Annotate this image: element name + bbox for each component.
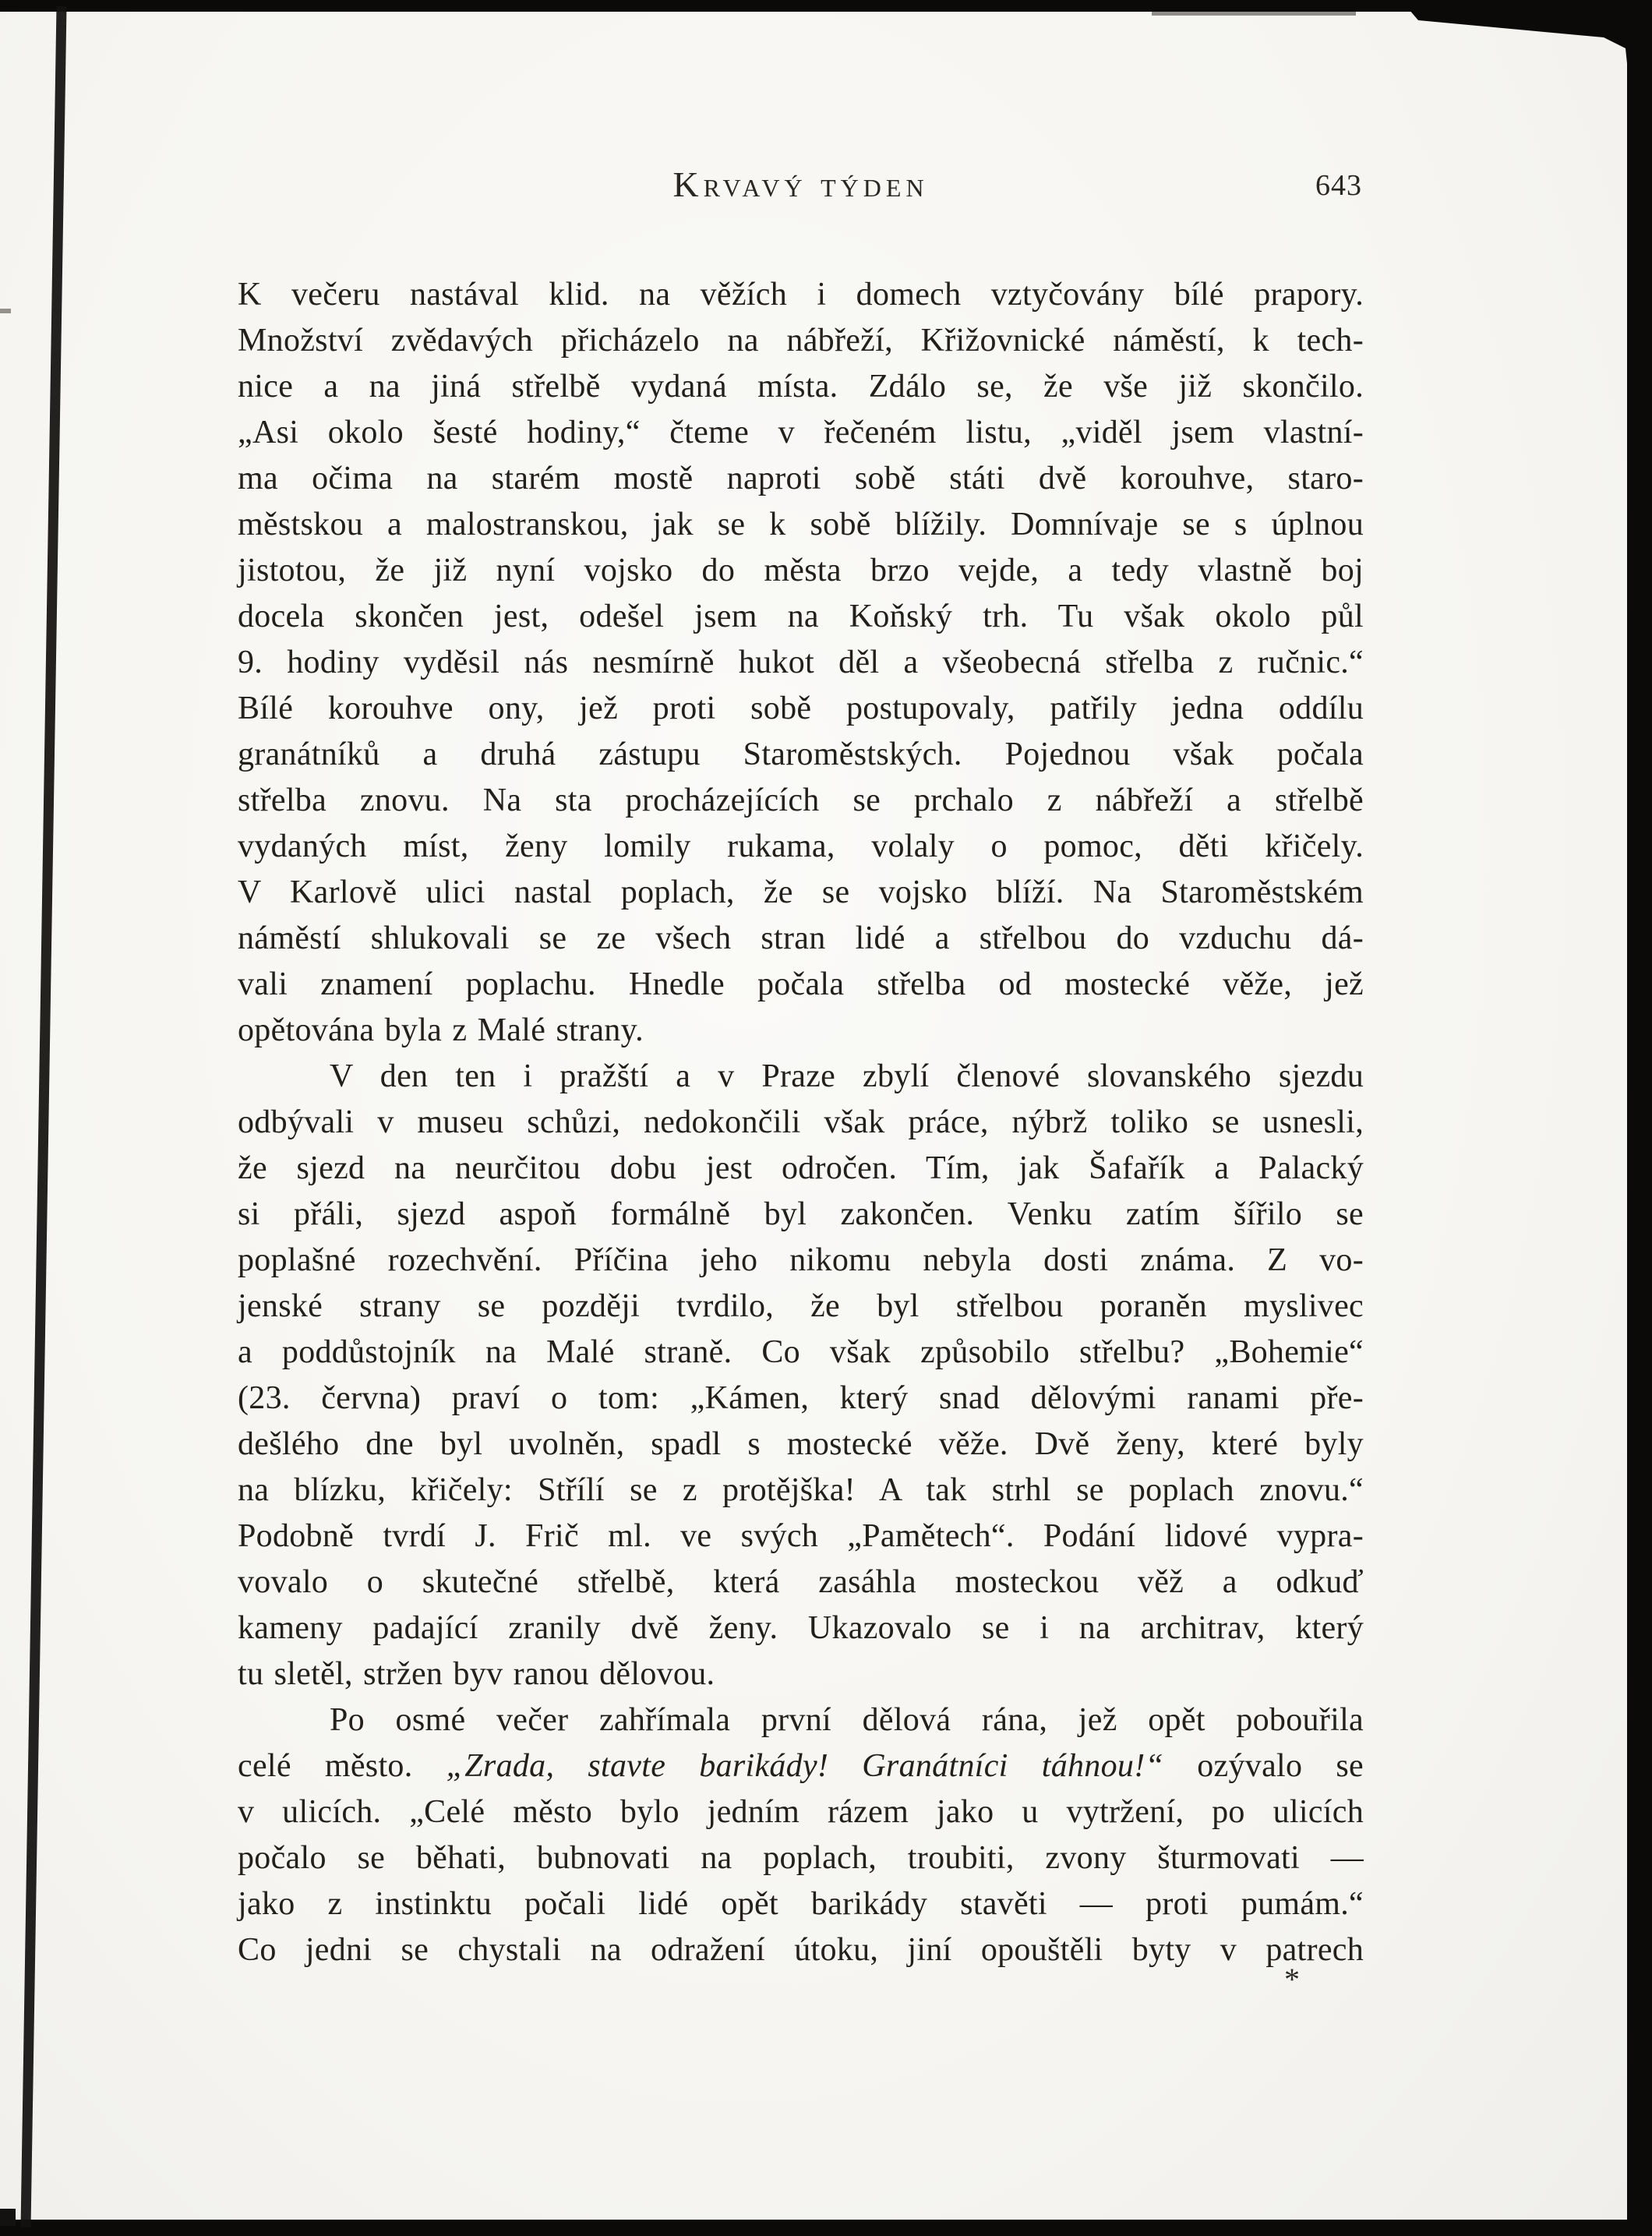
paragraph <box>238 1697 1364 1973</box>
text-segment: ozývalo se <box>1163 1748 1364 1784</box>
footnote-asterisk: * <box>1284 1962 1300 1997</box>
text-line: Podobně tvrdí J. Frič ml. ve svých „Pamětech“. Podání lidové vypra- <box>238 1518 1364 1554</box>
text-line: střelba znovu. Na sta procházejících se prchalo z nábřeží a střelbě <box>238 782 1364 818</box>
scan-line-top-right <box>1152 12 1356 16</box>
text-line: nice a na jiná střelbě vydaná místa. Zdálo se, že vše již skončilo. <box>238 369 1364 404</box>
text-line: odbývali v museu schůzi, nedokončili však práce, nýbrž toliko se usnesli, <box>238 1104 1364 1140</box>
text-line: opětována byla z Malé strany. <box>238 1012 644 1048</box>
text-line: poplašné rozechvění. Příčina jeho nikomu nebyla dosti známa. Z vo- <box>238 1242 1364 1278</box>
scan-corner-top-right <box>1409 0 1652 117</box>
text-line: vovalo o skutečné střelbě, která zasáhla mosteckou věž a odkuď <box>238 1564 1364 1600</box>
page-number: 643 <box>1315 169 1362 202</box>
scan-nub-bottom-left <box>0 2209 16 2226</box>
text-line <box>238 1743 1364 1789</box>
text-line: si přáli, sjezd aspoň formálně byl zakončen. Venku zatím šířilo se <box>238 1196 1364 1232</box>
paragraph <box>238 1054 1364 1697</box>
text-block <box>238 272 1364 1973</box>
text-line: dešlého dne byl uvolněn, spadl s mostecké věže. Dvě ženy, které byly <box>238 1426 1364 1462</box>
text-line: ma očima na starém mostě naproti sobě státi dvě korouhve, staro- <box>238 461 1364 496</box>
text-line: V den ten i pražští a v Praze zbylí členové slovanského sjezdu <box>330 1058 1364 1094</box>
text-segment: celé město. <box>238 1748 447 1784</box>
text-line: K večeru nastával klid. na věžích i domech vztyčovány bílé prapory. <box>238 277 1364 313</box>
text-line: V Karlově ulici nastal poplach, že se vojsko blíží. Na Staroměstském <box>238 874 1364 910</box>
text-line: kameny padající zranily dvě ženy. Ukazovalo se i na architrav, který <box>238 1610 1364 1646</box>
text-line: docela skončen jest, odešel jsem na Koňský trh. Tu však okolo půl <box>238 599 1364 634</box>
scan-edge-bottom <box>0 2220 1652 2236</box>
text-line: Po osmé večer zahřímala první dělová rána, jež opět pobouřila <box>330 1702 1364 1738</box>
text-line: že sjezd na neurčitou dobu jest odročen. Tím, jak Šafařík a Palacký <box>238 1150 1364 1186</box>
text-line: jako z instinktu počali lidé opět barikády stavěti — proti pumám.“ <box>238 1886 1364 1922</box>
running-title: Krvavý týden <box>672 164 929 204</box>
text-line: (23. června) praví o tom: „Kámen, který snad dělovými ranami pře- <box>238 1380 1364 1416</box>
text-line: 9. hodiny vyděsil nás nesmírně hukot děl a všeobecná střelba z ručnic.“ <box>238 645 1364 680</box>
text-line: Množství zvědavých přicházelo na nábřeží, Křižovnické náměstí, k tech- <box>238 323 1364 359</box>
text-line: Co jedni se chystali na odražení útoku, jiní opouštěli byty v patrech <box>238 1932 1364 1968</box>
text-line: vali znamení poplachu. Hnedle počala střelba od mostecké věže, jež <box>238 966 1364 1002</box>
page-header <box>238 164 1364 212</box>
scan-gutter-line <box>26 6 62 2227</box>
text-line: vydaných míst, ženy lomily rukama, volaly o pomoc, děti křičely. <box>238 828 1364 864</box>
text-line: v ulicích. „Celé město bylo jedním rázem jako u vytržení, po ulicích <box>238 1794 1364 1830</box>
italic-phrase: „Zrada, stavte barikády! Granátníci táhnou!“ <box>446 1748 1164 1784</box>
text-line: a poddůstojník na Malé straně. Co však způsobilo střelbu? „Bohemie“ <box>238 1334 1364 1370</box>
text-line: Bílé korouhve ony, jež proti sobě postupovaly, patřily jedna oddílu <box>238 691 1364 726</box>
text-line: na blízku, křičely: Střílí se z protějška! A tak strhl se poplach znovu.“ <box>238 1472 1364 1508</box>
text-line: městskou a malostranskou, jak se k sobě blížily. Domnívaje se s úplnou <box>238 507 1364 542</box>
scan-speck-left <box>0 309 11 313</box>
text-line: náměstí shlukovali se ze všech stran lidé a střelbou do vzduchu dá- <box>238 920 1364 956</box>
text-line: granátníků a druhá zástupu Staroměstských. Pojednou však počala <box>238 737 1364 772</box>
text-line: tu sletěl, stržen byv ranou dělovou. <box>238 1656 715 1692</box>
paragraph <box>238 272 1364 1054</box>
text-line: počalo se běhati, bubnovati na poplach, troubiti, zvony šturmovati — <box>238 1840 1364 1876</box>
text-line: jenské strany se později tvrdilo, že byl střelbou poraněn myslivec <box>238 1288 1364 1324</box>
scan-edge-right <box>1627 0 1652 2236</box>
text-line: jistotou, že již nyní vojsko do města brzo vejde, a tedy vlastně boj <box>238 553 1364 588</box>
text-line: „Asi okolo šesté hodiny,“ čteme v řečeném listu, „viděl jsem vlastní- <box>238 415 1364 450</box>
scan-edge-top <box>0 0 1652 12</box>
